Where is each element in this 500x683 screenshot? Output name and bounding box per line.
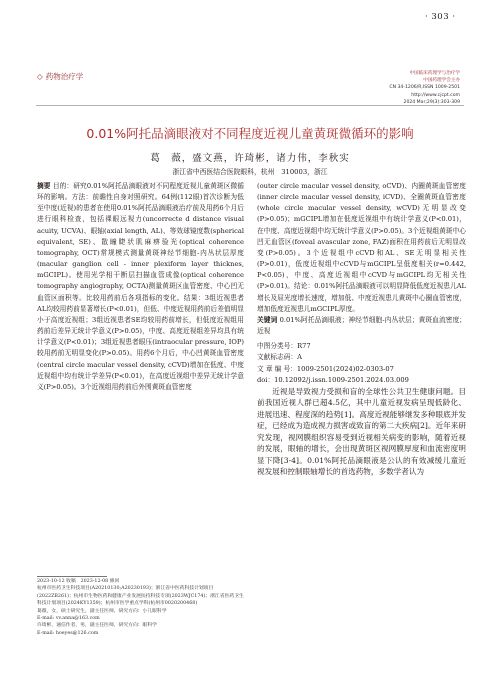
author-list: 葛 薇，盛文燕，许琦彬，诸力伟，李秋实 xyxy=(150,153,350,164)
keywords-text: 0.01%阿托品滴眼液；神经节细胞-内丛状层；黄斑血流密度；近视 xyxy=(257,315,466,336)
journal-issue: 2024 Mar;29(3):303-309 xyxy=(403,99,460,105)
abstract-continued: (outer circle macular vessel density, oCVD)、内圈黄斑血管密度(inner circle macular vessel density, iCVD)、全圈黄斑血管密度(whole circle macular vessel density, wCVD)无明显改变(P>0.05)；mGCIPL增加在低度近视组中有统计学意义(P<0.01)，在中度、高度近视组中均无统计学意义(P>0.05)。3个近视组黄斑中心凹无血管区(foveal avascular zone, FAZ)面积在用药前后无明显改变(P>0.05)。3个近视组中cCVD和AL、SE无明显相关性(P>0.01)，低度近视组中cCVD与mGCIPL呈低度相关(r=0.442, P<0.05)，中度、高度近视组中cCVD与mGCIPL均无相关性(P>0.01)。结论：0.01%阿托品滴眼液可以明显降低低度近视患儿AL增长及屈光度增长速度，增加低、中度近视患儿黄斑中心圈血管密度，增加低度近视患儿mGCIPL厚度。 xyxy=(257,182,466,313)
journal-info xyxy=(300,70,460,106)
journal-url[interactable]: http://www.cjcpt.com xyxy=(411,92,460,98)
right-column xyxy=(257,181,466,478)
left-column xyxy=(37,181,244,393)
journal-issn: CN 34-1206/R,ISSN 1009-2501 xyxy=(389,85,460,91)
page-number: · 303 · xyxy=(425,12,456,22)
section-label: 药物治疗学 xyxy=(45,72,84,81)
article-meta xyxy=(257,341,466,386)
author-email[interactable]: E-mail: vv.anna@163.com xyxy=(37,616,100,622)
keywords xyxy=(257,315,466,337)
fund-info: 杭州市医药卫生科技项目(A20210130;A20230193)；浙江省中医药科技计划项目(2022ZB261)；杭州市生物医药和健康产业发展扶持科技专项(2023WJC174)；浙江省医药卫生科技计划项目(2024KY1359)；杭州市医学重点学科(杭州市0020200468) xyxy=(37,586,244,607)
diamond-icon: ◇ xyxy=(37,72,43,81)
corresponding-email[interactable]: E-mail: hoeyes@126.com xyxy=(37,630,99,636)
footnote-rule xyxy=(37,576,107,577)
article-title: 0.01%阿托品滴眼液对不同程度近视儿童黄斑微循环的影响 xyxy=(86,126,414,141)
clc-number: 中图分类号：R77 xyxy=(257,342,311,351)
section-header xyxy=(37,71,83,82)
article-number: 文 章 编 号：1009-2501(2024)02-0303-07 xyxy=(257,364,394,373)
header-divider xyxy=(36,105,464,106)
author-bio: 葛薇，女，硕士研究生，副主任医师，研究方向：小儿眼科学 xyxy=(37,608,167,614)
journal-sponsor: 中国药理学会主办 xyxy=(423,78,460,84)
keywords-label: 关键词 xyxy=(257,315,278,324)
introduction-paragraph: 近视是导致视力受损和盲的全球性公共卫生健康问题。目前我国近视人群已超4.5亿，其中儿童近视发病呈现低龄化、进展迅速、程度深的趋势[1]。高度近视能够继发多种眼底并发症，已经成为造成视力损害或致盲的第二大疾病[2]。近年来研究发现，视网膜组织容易受到近视相关病变的影响，随着近视的发展，眼轴的增长，会出现黄斑区视网膜厚度和血流密度明显下降[3-4]。0.01%阿托品滴眼液是公认的有效减缓儿童近视发展和控制眼轴增长的首选药物，多数学者认为 xyxy=(257,386,466,477)
abstract-label: 摘要 xyxy=(37,182,51,190)
footnotes xyxy=(37,576,244,637)
received-date: 2023-10-12 收稿 2023-12-08 修回 xyxy=(37,579,120,584)
affiliation: 浙江省中西医结合医院眼科，杭州 310003，浙江 xyxy=(172,168,328,176)
abstract xyxy=(37,181,244,393)
corresponding-author: 许琦彬，通信作者，男，副主任医师，研究方向：眼科学 xyxy=(37,623,157,629)
document-code: 文献标志码：A xyxy=(257,353,302,362)
abstract-text-start: 目的：研究0.01%阿托品滴眼液对不同程度近视儿童黄斑区微循环的影响。方法：前瞻性自身对照研究。64例(112眼)首次诊断为低至中度(近视)的患者在使用0.01%阿托品滴眼液治疗前及用药6个月后进行眼科检查，包括裸眼远视力(uncorrecte d distance visual acuity, UCVA)、眼轴(axial length, AL)、等效球镜度数(spherical equivalent, SE)、散瞳睫状肌麻痹验光(optical coherence tomography, OCT)常规模式测量黄斑神经节细胞-内丛状层厚度(macular ganglion cell - inner plexiform layer thicknes, mGCIPL)。使用光学相干断层扫描血管成像(optical coherence tomography angiography, OCTA)测量黄斑区血管密度、中心凹无血管区面积等。比较用药前后各项指标的变化。结果：3组近视患者AL均较用药前显著增长(P<0.01)，但低、中度近视用药前后差值明显小于高度近视组；3组近视患者SE均较用药前增长，但低度近视组用药前后差异无统计学意义(P>0.05)，中度、高度近视组差异均具有统计学意义(P<0.01)；3组近视患者眼压(intraocular pressure, IOP)较用药前无明显变化(P>0.05)。用药6个月后，中心凹黄斑血管密度(central circle macular vessel density, cCVD)增加在低度、中度近视组中均有统计学差异(P<0.01)，在高度近视组中差异无统计学意义(P>0.05)。3个近视组用药前后外围黄斑血管密度 xyxy=(37,182,244,391)
doi[interactable]: doi：10.12092/j.issn.1009-2501.2024.03.009 xyxy=(257,375,409,384)
journal-name: 中国临床药理学与治疗学 xyxy=(409,71,460,76)
